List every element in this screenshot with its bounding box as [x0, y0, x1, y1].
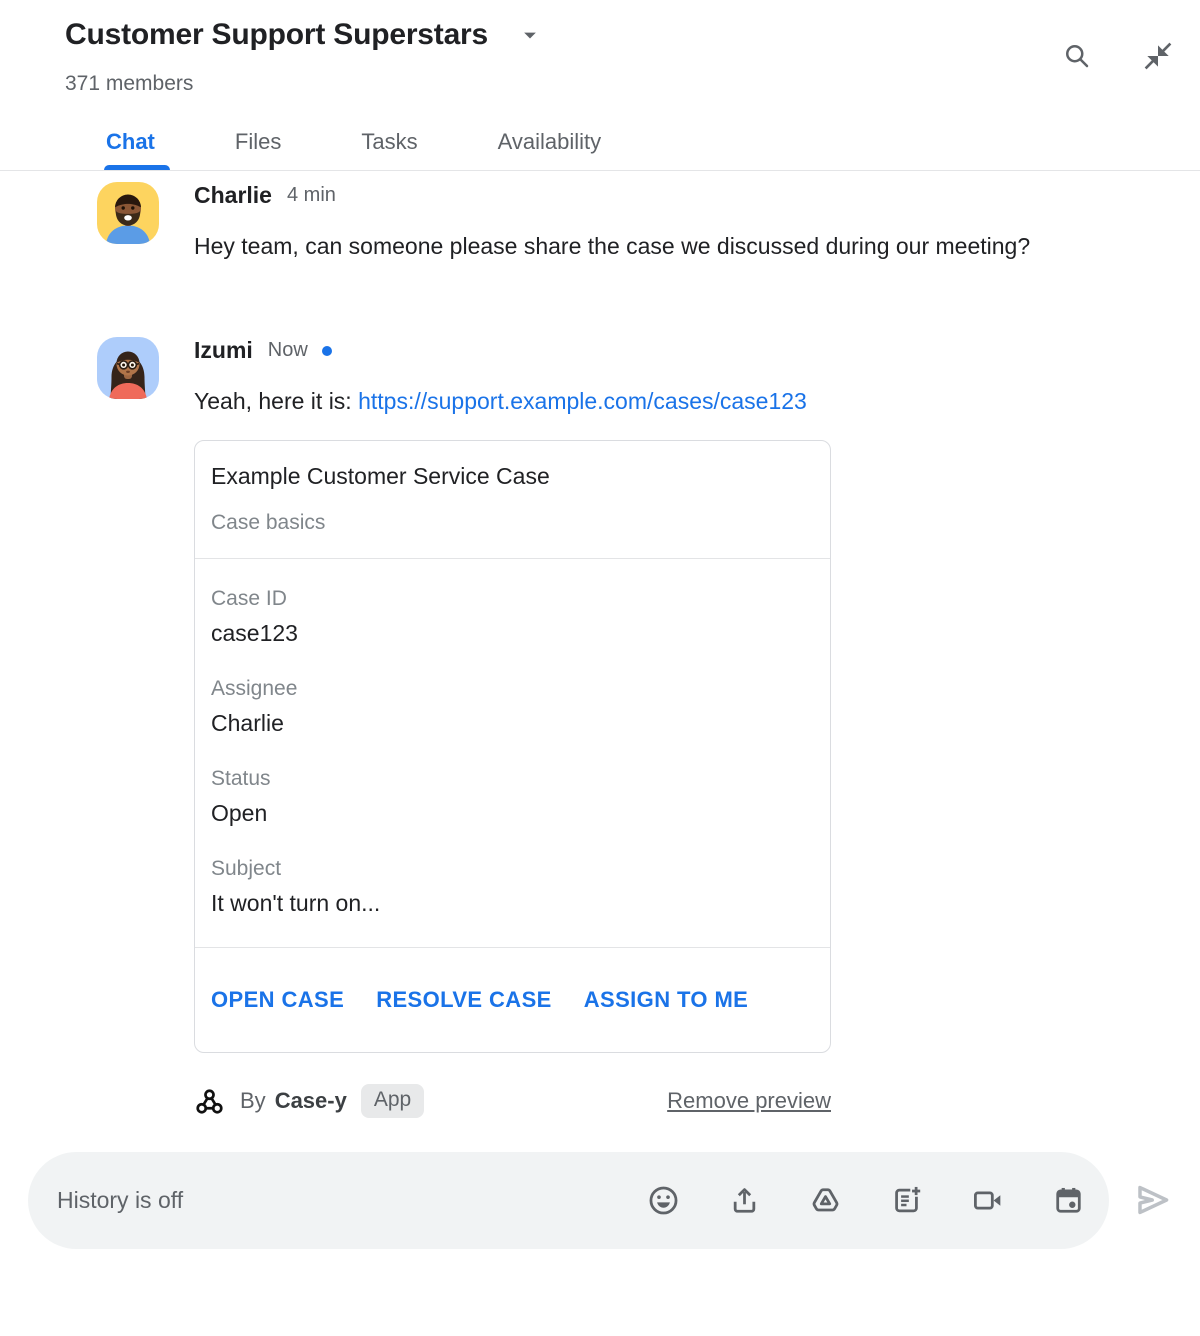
add-note-button[interactable] — [889, 1183, 924, 1218]
message-timestamp: Now — [267, 339, 308, 361]
collapse-icon — [1142, 40, 1174, 72]
send-icon — [1131, 1178, 1175, 1222]
avatar-izumi[interactable] — [97, 337, 159, 399]
message-input[interactable] — [28, 1187, 646, 1214]
message-text-prefix: Yeah, here it is: — [194, 388, 359, 414]
izumi-avatar-illustration — [97, 337, 159, 399]
search-icon — [1062, 41, 1092, 71]
video-call-icon — [970, 1183, 1005, 1218]
field-label: Assignee — [211, 677, 298, 700]
tab-chat[interactable] — [106, 129, 155, 170]
message-charlie — [97, 182, 1030, 266]
unread-dot — [322, 346, 332, 356]
app-badge: App — [361, 1084, 424, 1118]
case-preview-card — [194, 440, 831, 1053]
tab-files-label: Files — [234, 129, 282, 154]
field-subject — [211, 857, 814, 917]
collapse-button[interactable] — [1142, 40, 1174, 72]
resolve-case-button[interactable]: RESOLVE CASE — [376, 987, 552, 1012]
field-label: Subject — [211, 857, 282, 880]
field-value: Charlie — [211, 710, 284, 736]
case-link[interactable]: https://support.example.com/cases/case123 — [358, 388, 807, 414]
calendar-button[interactable] — [1051, 1183, 1086, 1218]
tab-bar — [0, 118, 1200, 171]
field-status — [211, 767, 814, 827]
attribution-prefix: By — [240, 1088, 266, 1113]
card-subtitle: Case basics — [211, 511, 326, 534]
upload-icon — [727, 1183, 762, 1218]
remove-preview-link[interactable]: Remove preview — [667, 1088, 831, 1113]
upload-button[interactable] — [727, 1183, 762, 1218]
message-composer — [28, 1152, 1109, 1249]
card-title: Example Customer Service Case — [211, 463, 550, 489]
card-attribution — [194, 1084, 831, 1118]
tab-chat-label: Chat — [106, 129, 155, 154]
webhook-icon — [194, 1086, 225, 1117]
tab-tasks[interactable] — [361, 129, 417, 170]
field-assignee — [211, 677, 814, 737]
assign-to-me-button[interactable]: ASSIGN TO ME — [583, 987, 749, 1012]
tab-files[interactable] — [235, 129, 281, 170]
field-value: case123 — [211, 620, 298, 646]
field-label: Case ID — [211, 587, 287, 610]
search-button[interactable] — [1062, 41, 1092, 71]
avatar-charlie[interactable] — [97, 182, 159, 244]
field-value: Open — [211, 800, 268, 826]
field-value: It won't turn on... — [211, 890, 381, 916]
sender-name: Charlie — [194, 182, 272, 208]
message-izumi — [97, 337, 807, 421]
room-header — [0, 0, 1200, 118]
room-title: Customer Support Superstars — [65, 18, 489, 51]
field-label: Status — [211, 767, 271, 790]
add-note-icon — [889, 1183, 924, 1218]
tab-availability[interactable] — [498, 129, 602, 170]
app-name: Case-y — [274, 1088, 347, 1113]
tab-availability-label: Availability — [497, 129, 602, 154]
room-menu-button[interactable] — [516, 21, 544, 49]
emoji-button[interactable] — [646, 1183, 681, 1218]
message-text — [194, 381, 807, 421]
video-call-button[interactable] — [970, 1183, 1005, 1218]
charlie-avatar-illustration — [97, 182, 159, 244]
dropdown-caret-icon — [516, 21, 544, 49]
send-button[interactable] — [1131, 1178, 1175, 1222]
message-timestamp: 4 min — [286, 184, 336, 206]
member-count: 371 members — [65, 72, 194, 95]
open-case-button[interactable]: OPEN CASE — [211, 987, 345, 1012]
emoji-icon — [646, 1183, 681, 1218]
field-case-id — [211, 587, 814, 647]
drive-icon — [808, 1183, 843, 1218]
drive-button[interactable] — [808, 1183, 843, 1218]
message-text: Hey team, can someone please share the case we discussed during our meeting? — [194, 233, 1031, 259]
sender-name: Izumi — [194, 337, 253, 363]
tab-tasks-label: Tasks — [361, 129, 418, 154]
active-tab-underline — [104, 165, 170, 170]
calendar-icon — [1051, 1183, 1086, 1218]
